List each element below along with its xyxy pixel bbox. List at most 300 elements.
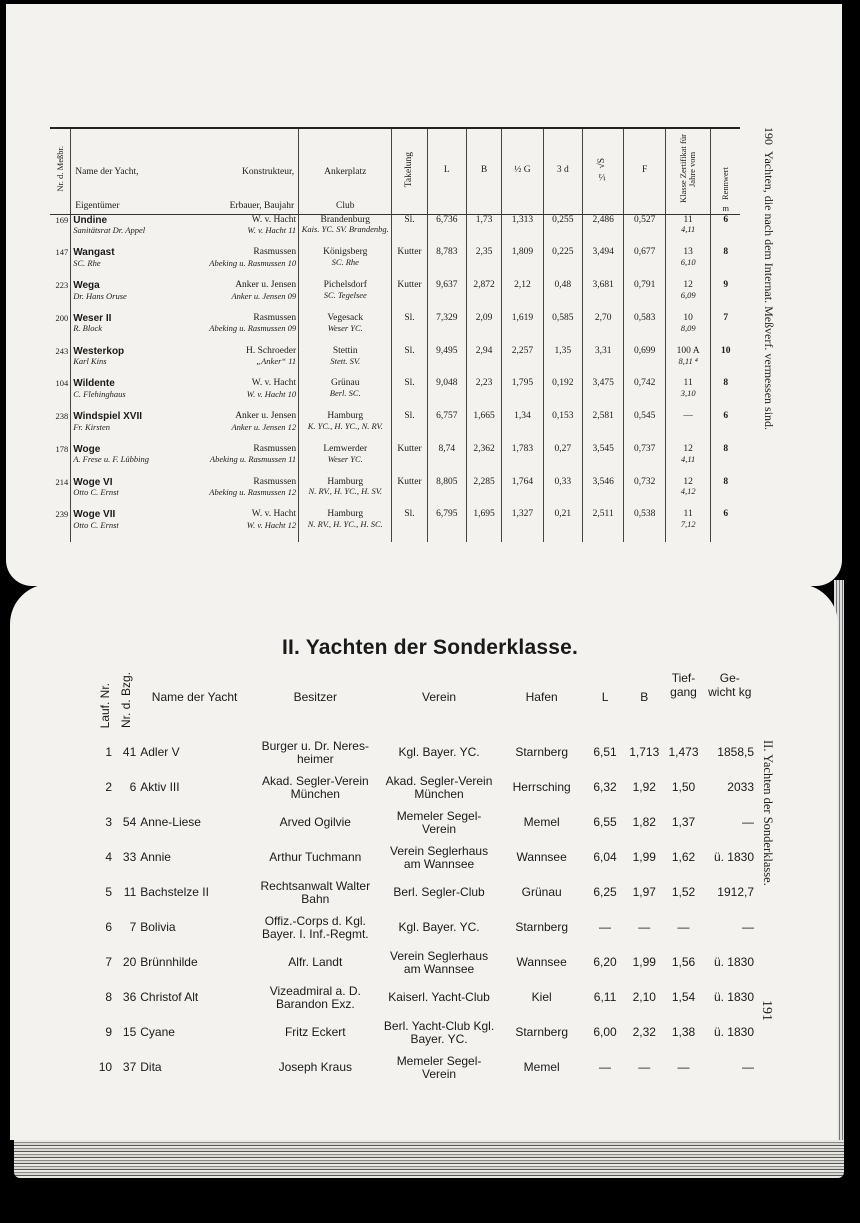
designer: W. v. Hacht (251, 378, 297, 389)
header-sqrt: ⅓ √S (582, 128, 623, 214)
value-rig: Kutter (392, 444, 427, 477)
table-row (50, 378, 740, 411)
rating: 8 (711, 378, 740, 411)
header-B: B (640, 690, 649, 704)
class-value: 12 (683, 443, 693, 454)
cell-name: Anne-Liese (140, 815, 201, 830)
header-weight: Ge- wicht kg (708, 671, 752, 699)
cell-B: 1,99 (632, 955, 656, 970)
cell-owner: Arthur Tuchmann (269, 850, 362, 865)
rating: 7 (711, 313, 740, 346)
value-rig: Sl. (392, 509, 427, 542)
table-row (50, 509, 740, 542)
row-name-cell (71, 411, 299, 444)
cell-weight: ü. 1830 (713, 955, 754, 970)
cell-draft: 1,473 (668, 745, 699, 760)
builder: Anker u. Jensen 12 (231, 421, 297, 432)
value-L: 8,74 (427, 444, 466, 477)
cell-bzg: 36 (122, 990, 137, 1005)
row-nr: 147 (55, 247, 69, 258)
value-B: 2,285 (466, 477, 501, 510)
value-F: 0,699 (624, 346, 665, 379)
class-cell (665, 444, 711, 477)
value-d: 0,255 (543, 214, 582, 247)
value-G: 2,257 (502, 346, 543, 379)
class-cell (665, 509, 711, 542)
value-rig: Sl. (392, 378, 427, 411)
berth: Königsberg (323, 247, 368, 258)
value-F: 0,538 (624, 509, 665, 542)
cell-B: — (638, 1060, 651, 1075)
cell-bzg: 37 (122, 1060, 137, 1075)
cell-lauf: 6 (105, 920, 113, 935)
cell-L: — (599, 920, 612, 935)
row-name-cell (71, 214, 299, 247)
cell-name: Annie (140, 850, 171, 865)
owner: SC. Rhe (73, 257, 101, 268)
class-value: 11 (683, 214, 693, 225)
rating: 6 (711, 509, 740, 542)
cell-port: Starnberg (515, 745, 569, 760)
upper-table-region (50, 127, 740, 542)
value-rig: Sl. (392, 214, 427, 247)
value-sqrt: 2,511 (582, 509, 623, 542)
cell-port: Grünau (521, 885, 562, 900)
cell-L: 6,32 (593, 780, 617, 795)
designer: W. v. Hacht (251, 509, 297, 520)
berth: Grünau (331, 378, 360, 389)
cell-owner: Akad. Segler-Verein München (261, 773, 369, 801)
cell-B: 1,97 (632, 885, 656, 900)
sonderklasse-table (96, 663, 756, 1085)
row-name-cell (71, 247, 299, 280)
cell-weight: ü. 1830 (713, 990, 754, 1005)
yacht-name: Wangast (73, 247, 115, 259)
cert-value: 8,09 (680, 322, 696, 333)
cell-port: Starnberg (515, 920, 569, 935)
builder: „Anker“ 11 (256, 356, 297, 367)
berth: Stettin (332, 345, 358, 356)
value-d: 0,33 (543, 477, 582, 510)
owner: Sanitätsrat Dr. Appel (73, 225, 146, 235)
builder: Abeking u. Rasmussen 11 (209, 454, 297, 465)
value-G: 1,34 (502, 411, 543, 444)
row-nr: 239 (55, 509, 69, 520)
value-sqrt: 2,70 (582, 313, 623, 346)
value-B: 1,73 (466, 214, 501, 247)
cell-owner: Fritz Eckert (284, 1025, 346, 1040)
value-d: 1,35 (543, 346, 582, 379)
designer: Rasmussen (253, 312, 297, 323)
value-B: 2,23 (466, 378, 501, 411)
table-row (50, 477, 740, 510)
page-edges-bottom (14, 1140, 844, 1178)
table-row (50, 280, 740, 313)
cert-value: 3,10 (680, 388, 696, 399)
table-row (96, 875, 756, 910)
rating: 8 (711, 444, 740, 477)
table-row (96, 980, 756, 1015)
cell-bzg: 41 (122, 745, 137, 760)
table-row (50, 444, 740, 477)
cell-name: Cyane (140, 1025, 175, 1040)
owner: Fr. Kirsten (73, 421, 111, 432)
value-L: 7,329 (427, 313, 466, 346)
designer: Rasmussen (253, 476, 297, 487)
cell-club: Verein Seglerhaus am Wannsee (390, 843, 489, 871)
rating: 6 (711, 214, 740, 247)
value-B: 1,665 (466, 411, 501, 444)
cell-lauf: 7 (105, 955, 113, 970)
table-row (50, 411, 740, 444)
table-row (96, 735, 756, 770)
cell-B: 1,92 (632, 780, 656, 795)
row-name-cell (71, 378, 299, 411)
value-rig: Sl. (392, 411, 427, 444)
value-G: 1,795 (502, 378, 543, 411)
club: SC. Rhe (331, 257, 359, 268)
berth: Hamburg (327, 509, 364, 520)
cell-port: Wannsee (516, 850, 567, 865)
class-cell (665, 411, 711, 444)
value-rig: Kutter (392, 477, 427, 510)
cell-bzg: 7 (129, 920, 137, 935)
owner: Otto C. Ernst (73, 519, 119, 530)
club: Weser YC. (327, 322, 363, 333)
class-value: 100 A (676, 345, 700, 356)
cell-L: — (599, 1060, 612, 1075)
berth: Pichelsdorf (323, 280, 367, 291)
cert-value: 8,11 ⁴ (678, 355, 698, 366)
value-G: 2,12 (502, 280, 543, 313)
cell-name: Aktiv III (140, 780, 180, 795)
row-name-cell (71, 313, 299, 346)
value-G: 1,313 (502, 214, 543, 247)
builder: Abeking u. Rasmussen 10 (209, 257, 297, 268)
berth-cell (299, 313, 392, 346)
cell-name: Bachstelze II (140, 885, 209, 900)
table-row (96, 840, 756, 875)
cell-name: Adler V (140, 745, 180, 760)
cell-draft: 1,56 (671, 955, 696, 970)
row-nr: 238 (55, 411, 69, 422)
value-L: 6,736 (427, 214, 466, 247)
row-name-cell (71, 280, 299, 313)
cell-bzg: 6 (129, 780, 137, 795)
lower-page-number: 191 (759, 1000, 774, 1021)
value-G: 1,809 (502, 247, 543, 280)
cell-club: Akad. Segler-Verein München (385, 773, 493, 801)
cert-value: 4,12 (680, 486, 696, 497)
cell-name: Christof Alt (140, 990, 199, 1005)
cell-weight: 2033 (727, 780, 754, 795)
class-cell (665, 214, 711, 247)
row-nr: 178 (55, 443, 69, 454)
cell-bzg: 33 (122, 850, 137, 865)
cell-port: Wannsee (516, 955, 567, 970)
upper-table-header (50, 128, 740, 214)
table-row (96, 1015, 756, 1050)
designer: Anker u. Jensen (235, 280, 297, 291)
owner: Dr. Hans Oruse (73, 290, 127, 301)
value-L: 8,805 (427, 477, 466, 510)
table-row (96, 945, 756, 980)
table-row (50, 247, 740, 280)
club: SC. Tegelsee (323, 290, 367, 301)
value-rig: Kutter (392, 247, 427, 280)
club: N. RV., H. YC., H. SC. (307, 519, 383, 530)
value-F: 0,791 (624, 280, 665, 313)
row-name-cell (71, 509, 299, 542)
cell-club: Kaiserl. Yacht-Club (388, 990, 490, 1005)
yacht-name: Woge (73, 443, 101, 455)
builder: Abeking u. Rasmussen 09 (209, 323, 297, 334)
row-nr: 223 (55, 280, 69, 291)
row-nr: 243 (55, 345, 69, 356)
header-owner: Besitzer (293, 690, 337, 704)
value-d: 0,153 (543, 411, 582, 444)
cell-draft: — (677, 920, 690, 935)
cell-draft: 1,38 (671, 1025, 696, 1040)
class-value: — (683, 411, 693, 422)
cell-owner: Alfr. Landt (288, 955, 343, 970)
yacht-name: Weser II (73, 312, 112, 324)
builder: Anker u. Jensen 09 (231, 290, 297, 301)
value-F: 0,545 (624, 411, 665, 444)
cell-weight: — (742, 920, 754, 935)
upper-running-head: 190 Yachten, die nach dem Internat. Meßverf. vermessen sind. (762, 127, 776, 431)
cell-bzg: 15 (122, 1025, 137, 1040)
value-rig: Kutter (392, 280, 427, 313)
value-sqrt: 3,681 (582, 280, 623, 313)
value-B: 2,94 (466, 346, 501, 379)
rating: 8 (711, 477, 740, 510)
value-sqrt: 2,581 (582, 411, 623, 444)
section-title: II. Yachten der Sonderklasse. (281, 636, 579, 659)
club: Stett. SV. (330, 355, 361, 366)
header-B: B (466, 128, 501, 214)
cell-port: Kiel (531, 990, 552, 1005)
yacht-name: Undine (73, 214, 108, 226)
yacht-name: Westerkop (73, 345, 125, 357)
yacht-name: Wildente (73, 378, 115, 390)
value-F: 0,737 (624, 444, 665, 477)
value-F: 0,677 (624, 247, 665, 280)
cell-B: — (638, 920, 651, 935)
cell-lauf: 5 (105, 885, 113, 900)
yacht-name: Windspiel XVII (73, 411, 143, 423)
class-value: 10 (683, 312, 693, 323)
berth-cell (299, 411, 392, 444)
class-cell (665, 313, 711, 346)
berth-cell (299, 247, 392, 280)
class-cell (665, 247, 711, 280)
cell-club: Kgl. Bayer. YC. (398, 920, 480, 935)
owner: Otto C. Ernst (73, 487, 119, 498)
header-d: 3 d (543, 128, 582, 214)
cell-weight: — (742, 1060, 754, 1075)
owner: A. Frese u. F. Lübbing (73, 454, 150, 465)
yacht-name: Wega (73, 280, 100, 292)
designer: Rasmussen (253, 443, 297, 454)
value-rig: Sl. (392, 313, 427, 346)
cell-owner: Joseph Kraus (278, 1060, 352, 1075)
cert-value: 4,11 (681, 224, 696, 235)
header-G: ½ G (502, 128, 543, 214)
class-cell (665, 477, 711, 510)
lower-table-header (96, 663, 756, 735)
builder: W. v. Hacht 12 (246, 519, 297, 530)
table-row (96, 910, 756, 945)
designer: Rasmussen (253, 247, 297, 258)
value-F: 0,742 (624, 378, 665, 411)
value-L: 9,637 (427, 280, 466, 313)
cell-port: Starnberg (515, 1025, 569, 1040)
berth: Hamburg (327, 411, 364, 422)
class-value: 11 (683, 509, 693, 520)
header-yacht-name: Name der Yacht (151, 690, 238, 704)
cell-lauf: 1 (105, 745, 113, 760)
value-B: 2,09 (466, 313, 501, 346)
builder: W. v. Hacht 10 (246, 388, 297, 399)
berth-cell (299, 214, 392, 247)
berth-cell (299, 444, 392, 477)
row-nr: 200 (55, 312, 69, 323)
cell-draft: — (677, 1060, 690, 1075)
cell-owner: Offiz.-Corps d. Kgl. Bayer. I. Inf.-Regmt. (261, 913, 369, 941)
club: K. YC., H. YC., N. RV. (307, 421, 383, 432)
value-d: 0,21 (543, 509, 582, 542)
rating: 6 (711, 411, 740, 444)
value-B: 1,695 (466, 509, 501, 542)
value-d: 0,585 (543, 313, 582, 346)
cell-B: 2,32 (632, 1025, 656, 1040)
cell-club: Berl. Yacht-Club Kgl. Bayer. YC. (383, 1018, 495, 1046)
cell-weight: — (742, 815, 754, 830)
cell-lauf: 4 (105, 850, 113, 865)
club: Berl. SC. (329, 388, 361, 399)
cell-lauf: 10 (98, 1060, 113, 1075)
cell-L: 6,55 (593, 815, 617, 830)
cell-bzg: 54 (122, 815, 137, 830)
value-F: 0,527 (624, 214, 665, 247)
header-L: L (427, 128, 466, 214)
table-row (96, 1050, 756, 1085)
header-port: Hafen (525, 690, 558, 704)
cert-value: 4,11 (681, 453, 696, 464)
cell-L: 6,20 (593, 955, 617, 970)
class-value: 13 (683, 247, 693, 258)
table-row (96, 805, 756, 840)
value-rig: Sl. (392, 346, 427, 379)
yacht-measurement-table (50, 127, 740, 542)
cell-L: 6,00 (593, 1025, 617, 1040)
value-sqrt: 3,546 (582, 477, 623, 510)
row-nr: 104 (55, 378, 69, 389)
club: N. RV., H. YC., H. SV. (308, 486, 382, 497)
value-sqrt: 3,31 (582, 346, 623, 379)
header-nr: Nr. d. Meßbr. (50, 128, 71, 214)
owner: R. Block (73, 323, 103, 334)
cell-owner: Burger u. Dr. Neres- heimer (261, 738, 369, 766)
value-B: 2,35 (466, 247, 501, 280)
header-class: Klasse Zertifikat für Jahre vom (665, 128, 711, 214)
cell-owner: Arved Ogilvie (279, 815, 351, 830)
cert-value: 6,09 (680, 290, 696, 301)
value-L: 8,783 (427, 247, 466, 280)
header-bzg: Nr. d. Bzg. (119, 671, 134, 728)
value-G: 1,327 (502, 509, 543, 542)
table-row (50, 346, 740, 379)
rating: 10 (711, 346, 740, 379)
cell-weight: 1858,5 (717, 745, 754, 760)
berth-cell (299, 378, 392, 411)
cell-L: 6,51 (593, 745, 617, 760)
cell-draft: 1,37 (671, 815, 696, 830)
header-draft: Tief- gang (670, 671, 697, 699)
cell-weight: ü. 1830 (713, 850, 754, 865)
rating: 8 (711, 247, 740, 280)
cell-lauf: 8 (105, 990, 113, 1005)
cell-club: Kgl. Bayer. YC. (398, 745, 480, 760)
cell-port: Memel (523, 1060, 560, 1075)
cell-owner: Vizeadmiral a. D. Barandon Exz. (269, 983, 361, 1011)
cell-club: Memeler Segel- Verein (396, 1053, 482, 1081)
berth-cell (299, 509, 392, 542)
cell-bzg: 20 (122, 955, 137, 970)
class-value: 12 (683, 476, 693, 487)
yacht-name: Woge VI (73, 476, 113, 488)
value-sqrt: 3,545 (582, 444, 623, 477)
cert-value: 7,12 (680, 519, 696, 530)
cell-L: 6,25 (593, 885, 617, 900)
builder: W. v. Hacht 11 (247, 225, 297, 235)
value-d: 0,27 (543, 444, 582, 477)
header-club: Verein (422, 690, 457, 704)
cell-draft: 1,62 (671, 850, 696, 865)
berth: Brandenburg (320, 214, 370, 225)
class-value: 11 (683, 378, 693, 389)
value-L: 9,048 (427, 378, 466, 411)
header-L: L (601, 690, 609, 704)
class-cell (665, 280, 711, 313)
row-nr: 214 (55, 476, 69, 487)
cell-owner: Rechtsanwalt Walter Bahn (260, 878, 371, 906)
value-F: 0,732 (624, 477, 665, 510)
value-B: 2,362 (466, 444, 501, 477)
table-row (50, 214, 740, 247)
club: Kais. YC. SV. Brandenbg. (301, 224, 389, 235)
designer: H. Schroeder (246, 345, 297, 356)
value-L: 6,795 (427, 509, 466, 542)
cell-weight: 1912,7 (717, 885, 754, 900)
value-B: 2,872 (466, 280, 501, 313)
rating: 9 (711, 280, 740, 313)
value-d: 0,225 (543, 247, 582, 280)
value-L: 6,757 (427, 411, 466, 444)
value-G: 1,619 (502, 313, 543, 346)
value-d: 0,192 (543, 378, 582, 411)
cell-draft: 1,54 (671, 990, 696, 1005)
class-cell (665, 346, 711, 379)
row-nr: 169 (55, 214, 69, 225)
designer: Anker u. Jensen (235, 411, 297, 422)
owner: C. Flehinghaus (73, 388, 126, 399)
header-F: F (624, 128, 665, 214)
berth-cell (299, 477, 392, 510)
value-sqrt: 3,494 (582, 247, 623, 280)
cell-draft: 1,50 (671, 780, 696, 795)
